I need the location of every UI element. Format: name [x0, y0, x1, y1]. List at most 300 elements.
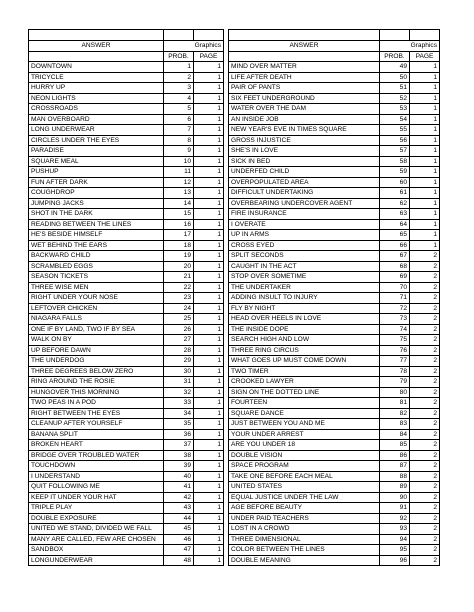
prob-cell: 81: [380, 398, 410, 409]
page-cell: 2: [410, 324, 440, 335]
answer-cell: HE'S BESIDE HIMSELF: [29, 230, 164, 241]
answer-cell: STOP OVER SOMETIME: [229, 272, 380, 283]
page-cell: 1: [410, 93, 440, 104]
prob-cell: 75: [380, 335, 410, 346]
answer-cell: QUIT FOLLOWING ME: [29, 482, 164, 493]
answer-cell: THREE WISE MEN: [29, 282, 164, 293]
page-cell: 1: [194, 198, 224, 209]
table-row: [29, 377, 440, 388]
answer-cell: SPACE PROGRAM: [229, 461, 380, 472]
page-cell: 1: [194, 219, 224, 230]
page-cell: 2: [410, 524, 440, 535]
page-cell: 1: [194, 125, 224, 136]
prob-cell: 82: [380, 408, 410, 419]
table-row: [29, 104, 440, 115]
table-row: [29, 167, 440, 178]
prob-cell: 23: [164, 293, 194, 304]
answer-cell: RING AROUND THE ROSIE: [29, 377, 164, 388]
prob-cell: 88: [380, 471, 410, 482]
table-row: [29, 555, 440, 566]
prob-cell: 61: [380, 188, 410, 199]
page-cell: 1: [410, 146, 440, 157]
prob-cell: 49: [380, 62, 410, 73]
page-cell: 2: [410, 471, 440, 482]
prob-cell: 89: [380, 482, 410, 493]
page-cell: 1: [194, 356, 224, 367]
answer-cell: BRIDGE OVER TROUBLED WATER: [29, 450, 164, 461]
page-cell: 2: [410, 408, 440, 419]
prob-cell: 8: [164, 135, 194, 146]
page-cell: 1: [410, 177, 440, 188]
answer-cell: FUN AFTER DARK: [29, 177, 164, 188]
prob-cell: 9: [164, 146, 194, 157]
answer-cell: COUGHDROP: [29, 188, 164, 199]
page-cell: 1: [194, 492, 224, 503]
page-cell: 2: [410, 440, 440, 451]
page-cell: 1: [410, 72, 440, 83]
page-cell: 1: [194, 93, 224, 104]
answer-cell: LONG UNDERWEAR: [29, 125, 164, 136]
table-row: [29, 492, 440, 503]
page-cell: 1: [194, 555, 224, 566]
left-graphics-header: Graphics: [164, 41, 224, 52]
header-row-1: [29, 41, 440, 52]
page-cell: 1: [194, 429, 224, 440]
page-cell: 2: [410, 251, 440, 262]
prob-cell: 62: [380, 198, 410, 209]
page-cell: 1: [410, 219, 440, 230]
table-row: [29, 545, 440, 556]
answer-cell: I UNDERSTAND: [29, 471, 164, 482]
answer-cell: SPLIT SECONDS: [229, 251, 380, 262]
table-row: [29, 345, 440, 356]
page-cell: 1: [194, 524, 224, 535]
table-row: [29, 198, 440, 209]
page-cell: 1: [194, 471, 224, 482]
answer-cell: TWO PEAS IN A POD: [29, 398, 164, 409]
answer-cell: I OVERATE: [229, 219, 380, 230]
table-row: [29, 62, 440, 73]
answer-cell: DOUBLE MEANING: [229, 555, 380, 566]
answer-sheet: [28, 29, 439, 566]
prob-cell: 46: [164, 534, 194, 545]
prob-cell: 43: [164, 503, 194, 514]
prob-cell: 25: [164, 314, 194, 325]
answer-cell: UP IN ARMS: [229, 230, 380, 241]
page-cell: 1: [194, 156, 224, 167]
answer-cell: THE UNDERDOG: [29, 356, 164, 367]
page-cell: 2: [410, 314, 440, 325]
prob-cell: 54: [380, 114, 410, 125]
left-answer-header: ANSWER: [29, 41, 164, 52]
answer-cell: WET BEHIND THE EARS: [29, 240, 164, 251]
page-cell: 1: [194, 398, 224, 409]
answer-cell: YOUR UNDER ARREST: [229, 429, 380, 440]
table-row: [29, 524, 440, 535]
page-cell: 2: [410, 261, 440, 272]
table-row: [29, 261, 440, 272]
answer-cell: SICK IN BED: [229, 156, 380, 167]
prob-cell: 39: [164, 461, 194, 472]
prob-cell: 73: [380, 314, 410, 325]
prob-cell: 6: [164, 114, 194, 125]
answer-cell: THREE RING CIRCUS: [229, 345, 380, 356]
page-cell: 2: [410, 387, 440, 398]
table-row: [29, 450, 440, 461]
prob-cell: 67: [380, 251, 410, 262]
prob-cell: 11: [164, 167, 194, 178]
table-row: [29, 429, 440, 440]
answer-cell: CROSS EYED: [229, 240, 380, 251]
prob-cell: 74: [380, 324, 410, 335]
page-cell: 1: [410, 135, 440, 146]
page-cell: 1: [410, 62, 440, 73]
answer-cell: MIND OVER MATTER: [229, 62, 380, 73]
page-cell: 1: [194, 513, 224, 524]
answer-cell: SEARCH HIGH AND LOW: [229, 335, 380, 346]
prob-cell: 68: [380, 261, 410, 272]
right-prob-header: PROB.: [380, 51, 410, 62]
page-cell: 1: [410, 209, 440, 220]
prob-cell: 21: [164, 272, 194, 283]
prob-cell: 1: [164, 62, 194, 73]
page-cell: 1: [194, 282, 224, 293]
page-cell: 1: [194, 72, 224, 83]
prob-cell: 41: [164, 482, 194, 493]
page-cell: 1: [194, 335, 224, 346]
prob-cell: 63: [380, 209, 410, 220]
page-cell: 1: [410, 230, 440, 241]
page-cell: 2: [410, 429, 440, 440]
page-cell: 1: [194, 167, 224, 178]
answer-cell: COLOR BETWEEN THE LINES: [229, 545, 380, 556]
answer-cell: MAN OVERBOARD: [29, 114, 164, 125]
answer-cell: BANANA SPLIT: [29, 429, 164, 440]
table-row: [29, 324, 440, 335]
header-row-2: [29, 51, 440, 62]
table-row: [29, 335, 440, 346]
prob-cell: 66: [380, 240, 410, 251]
answer-cell: UNITED WE STAND, DIVIDED WE FALL: [29, 524, 164, 535]
answer-cell: RIGHT UNDER YOUR NOSE: [29, 293, 164, 304]
answer-cell: NIAGARA FALLS: [29, 314, 164, 325]
prob-cell: 51: [380, 83, 410, 94]
answer-cell: CIRCLES UNDER THE EYES: [29, 135, 164, 146]
right-page-header: PAGE: [410, 51, 440, 62]
answer-cell: UNDER PAID TEACHERS: [229, 513, 380, 524]
page-cell: 1: [410, 167, 440, 178]
page-cell: 1: [194, 230, 224, 241]
answer-cell: SEASON TICKETS: [29, 272, 164, 283]
page-cell: 2: [410, 345, 440, 356]
answer-cell: CLEANUP AFTER YOURSELF: [29, 419, 164, 430]
prob-cell: 57: [380, 146, 410, 157]
answer-cell: UNDERFED CHILD: [229, 167, 380, 178]
answer-cell: RIGHT BETWEEN THE EYES: [29, 408, 164, 419]
page-cell: 1: [194, 62, 224, 73]
answer-cell: KEEP IT UNDER YOUR HAT: [29, 492, 164, 503]
answer-cell: HEAD OVER HEELS IN LOVE: [229, 314, 380, 325]
answer-cell: UP BEFORE DAWN: [29, 345, 164, 356]
prob-cell: 60: [380, 177, 410, 188]
table-row: [29, 513, 440, 524]
prob-cell: 84: [380, 429, 410, 440]
page-cell: 1: [194, 419, 224, 430]
answer-cell: CAUGHT IN THE ACT: [229, 261, 380, 272]
page-cell: 1: [194, 324, 224, 335]
answer-cell: THE UNDERTAKER: [229, 282, 380, 293]
table-row: [29, 114, 440, 125]
prob-cell: 45: [164, 524, 194, 535]
page-cell: 2: [410, 461, 440, 472]
page-cell: 1: [410, 198, 440, 209]
page-cell: 1: [194, 209, 224, 220]
page-cell: 2: [410, 377, 440, 388]
answer-cell: READING BETWEEN THE LINES: [29, 219, 164, 230]
answer-cell: THREE DEGREES BELOW ZERO: [29, 366, 164, 377]
page-cell: 2: [410, 450, 440, 461]
table-row: [29, 93, 440, 104]
answer-cell: FOURTEEN: [229, 398, 380, 409]
prob-cell: 38: [164, 450, 194, 461]
answer-cell: GROSS INJUSTICE: [229, 135, 380, 146]
answer-cell: PAIR OF PANTS: [229, 83, 380, 94]
answer-cell: DOWNTOWN: [29, 62, 164, 73]
table-row: [29, 461, 440, 472]
prob-cell: 28: [164, 345, 194, 356]
table-row: [29, 440, 440, 451]
answer-cell: SCRAMBLED EGGS: [29, 261, 164, 272]
page-cell: 2: [410, 492, 440, 503]
page-cell: 2: [410, 293, 440, 304]
answer-cell: FIRE INSURANCE: [229, 209, 380, 220]
table-row: [29, 482, 440, 493]
page-cell: 2: [410, 303, 440, 314]
prob-cell: 4: [164, 93, 194, 104]
left-page-header: PAGE: [194, 51, 224, 62]
page-cell: 2: [410, 282, 440, 293]
answer-cell: JUMPING JACKS: [29, 198, 164, 209]
page-cell: 1: [410, 156, 440, 167]
table-row: [29, 209, 440, 220]
prob-cell: 24: [164, 303, 194, 314]
answer-cell: SHE'S IN LOVE: [229, 146, 380, 157]
prob-cell: 26: [164, 324, 194, 335]
prob-cell: 48: [164, 555, 194, 566]
table-row: [29, 398, 440, 409]
page-cell: 1: [410, 83, 440, 94]
page-cell: 1: [194, 114, 224, 125]
table-row: [29, 251, 440, 262]
prob-cell: 83: [380, 419, 410, 430]
page-cell: 2: [410, 534, 440, 545]
answer-cell: SHOT IN THE DARK: [29, 209, 164, 220]
prob-cell: 91: [380, 503, 410, 514]
page-cell: 1: [194, 366, 224, 377]
prob-cell: 17: [164, 230, 194, 241]
prob-cell: 58: [380, 156, 410, 167]
prob-cell: 85: [380, 440, 410, 451]
answer-cell: PUSHUP: [29, 167, 164, 178]
page-cell: 1: [194, 293, 224, 304]
answer-cell: AN INSIDE JOB: [229, 114, 380, 125]
prob-cell: 2: [164, 72, 194, 83]
prob-cell: 90: [380, 492, 410, 503]
answer-cell: SIGN ON THE DOTTED LINE: [229, 387, 380, 398]
prob-cell: 44: [164, 513, 194, 524]
left-prob-header: PROB.: [164, 51, 194, 62]
page-cell: 1: [410, 114, 440, 125]
table-row: [29, 293, 440, 304]
page-cell: 2: [410, 419, 440, 430]
prob-cell: 95: [380, 545, 410, 556]
answer-cell: THE INSIDE DOPE: [229, 324, 380, 335]
answer-cell: SANDBOX: [29, 545, 164, 556]
page-cell: 1: [194, 104, 224, 115]
prob-cell: 93: [380, 524, 410, 535]
page-cell: 1: [194, 461, 224, 472]
answer-cell: CROSSROADS: [29, 104, 164, 115]
prob-cell: 72: [380, 303, 410, 314]
page-cell: 1: [194, 345, 224, 356]
table-row: [29, 282, 440, 293]
table-row: [29, 177, 440, 188]
page-cell: 1: [410, 188, 440, 199]
answer-cell: TRICYCLE: [29, 72, 164, 83]
prob-cell: 76: [380, 345, 410, 356]
prob-cell: 64: [380, 219, 410, 230]
answer-cell: SQUARE DANCE: [229, 408, 380, 419]
table-row: [29, 419, 440, 430]
page-cell: 1: [194, 408, 224, 419]
answer-cell: CROOKED LAWYER: [229, 377, 380, 388]
prob-cell: 86: [380, 450, 410, 461]
table-row: [29, 188, 440, 199]
answer-cell: JUST BETWEEN YOU AND ME: [229, 419, 380, 430]
answer-cell: LEFTOVER CHICKEN: [29, 303, 164, 314]
prob-cell: 78: [380, 366, 410, 377]
table-row: [29, 83, 440, 94]
answer-cell: LOST IN A CROWD: [229, 524, 380, 535]
prob-cell: 13: [164, 188, 194, 199]
table-row: [29, 135, 440, 146]
table-row: [29, 503, 440, 514]
prob-cell: 40: [164, 471, 194, 482]
prob-cell: 65: [380, 230, 410, 241]
answer-cell: THREE DIMENSIONAL: [229, 534, 380, 545]
page-cell: 1: [194, 240, 224, 251]
page-cell: 1: [410, 125, 440, 136]
prob-cell: 96: [380, 555, 410, 566]
prob-cell: 29: [164, 356, 194, 367]
page-cell: 1: [194, 387, 224, 398]
prob-cell: 10: [164, 156, 194, 167]
prob-cell: 15: [164, 209, 194, 220]
prob-cell: 33: [164, 398, 194, 409]
answer-cell: ONE IF BY LAND, TWO IF BY SEA: [29, 324, 164, 335]
page-cell: 1: [194, 272, 224, 283]
page-cell: 1: [194, 545, 224, 556]
prob-cell: 77: [380, 356, 410, 367]
page-cell: 1: [194, 503, 224, 514]
table-row: [29, 303, 440, 314]
prob-cell: 35: [164, 419, 194, 430]
answer-cell: FLY BY NIGHT: [229, 303, 380, 314]
table-row: [29, 272, 440, 283]
table-row: [29, 356, 440, 367]
answer-cell: ADDING INSULT TO INJURY: [229, 293, 380, 304]
prob-cell: 94: [380, 534, 410, 545]
answer-cell: BACKWARD CHILD: [29, 251, 164, 262]
prob-cell: 22: [164, 282, 194, 293]
answer-cell: HUNGOVER THIS MORNING: [29, 387, 164, 398]
answer-cell: WHAT GOES UP MUST COME DOWN: [229, 356, 380, 367]
prob-cell: 5: [164, 104, 194, 115]
prob-cell: 53: [380, 104, 410, 115]
prob-cell: 36: [164, 429, 194, 440]
page-cell: 2: [410, 272, 440, 283]
prob-cell: 32: [164, 387, 194, 398]
page-cell: 2: [410, 335, 440, 346]
answer-cell: UNITED STATES: [229, 482, 380, 493]
prob-cell: 7: [164, 125, 194, 136]
prob-cell: 16: [164, 219, 194, 230]
answer-cell: MANY ARE CALLED, FEW ARE CHOSEN: [29, 534, 164, 545]
page-cell: 1: [194, 440, 224, 451]
page-cell: 1: [194, 83, 224, 94]
prob-cell: 18: [164, 240, 194, 251]
answer-cell: PARADISE: [29, 146, 164, 157]
page-cell: 1: [194, 303, 224, 314]
page-cell: 2: [410, 513, 440, 524]
answer-cell: LIFE AFTER DEATH: [229, 72, 380, 83]
page-cell: 1: [194, 482, 224, 493]
answer-cell: WATER OVER THE DAM: [229, 104, 380, 115]
prob-cell: 55: [380, 125, 410, 136]
table-row: [29, 156, 440, 167]
page-cell: 1: [194, 146, 224, 157]
prob-cell: 87: [380, 461, 410, 472]
prob-cell: 14: [164, 198, 194, 209]
answer-cell: TRIPLE PLAY: [29, 503, 164, 514]
blank-row: [29, 30, 440, 41]
answer-cell: NEON LIGHTS: [29, 93, 164, 104]
table-row: [29, 534, 440, 545]
table-row: [29, 230, 440, 241]
prob-cell: 70: [380, 282, 410, 293]
page-cell: 1: [194, 177, 224, 188]
prob-cell: 30: [164, 366, 194, 377]
page-cell: 1: [194, 450, 224, 461]
table-row: [29, 471, 440, 482]
answer-cell: DOUBLE EXPOSURE: [29, 513, 164, 524]
prob-cell: 59: [380, 167, 410, 178]
page-cell: 1: [194, 314, 224, 325]
table-row: [29, 72, 440, 83]
prob-cell: 56: [380, 135, 410, 146]
answer-cell: OVERPOPULATED AREA: [229, 177, 380, 188]
table-row: [29, 125, 440, 136]
prob-cell: 47: [164, 545, 194, 556]
page-cell: 1: [194, 251, 224, 262]
answer-cell: TOUCHDOWN: [29, 461, 164, 472]
page-cell: 2: [410, 366, 440, 377]
answer-cell: NEW YEAR'S EVE IN TIMES SQUARE: [229, 125, 380, 136]
table-row: [29, 240, 440, 251]
answer-cell: EQUAL JUSTICE UNDER THE LAW: [229, 492, 380, 503]
answer-table: [28, 29, 440, 566]
page-cell: 2: [410, 503, 440, 514]
